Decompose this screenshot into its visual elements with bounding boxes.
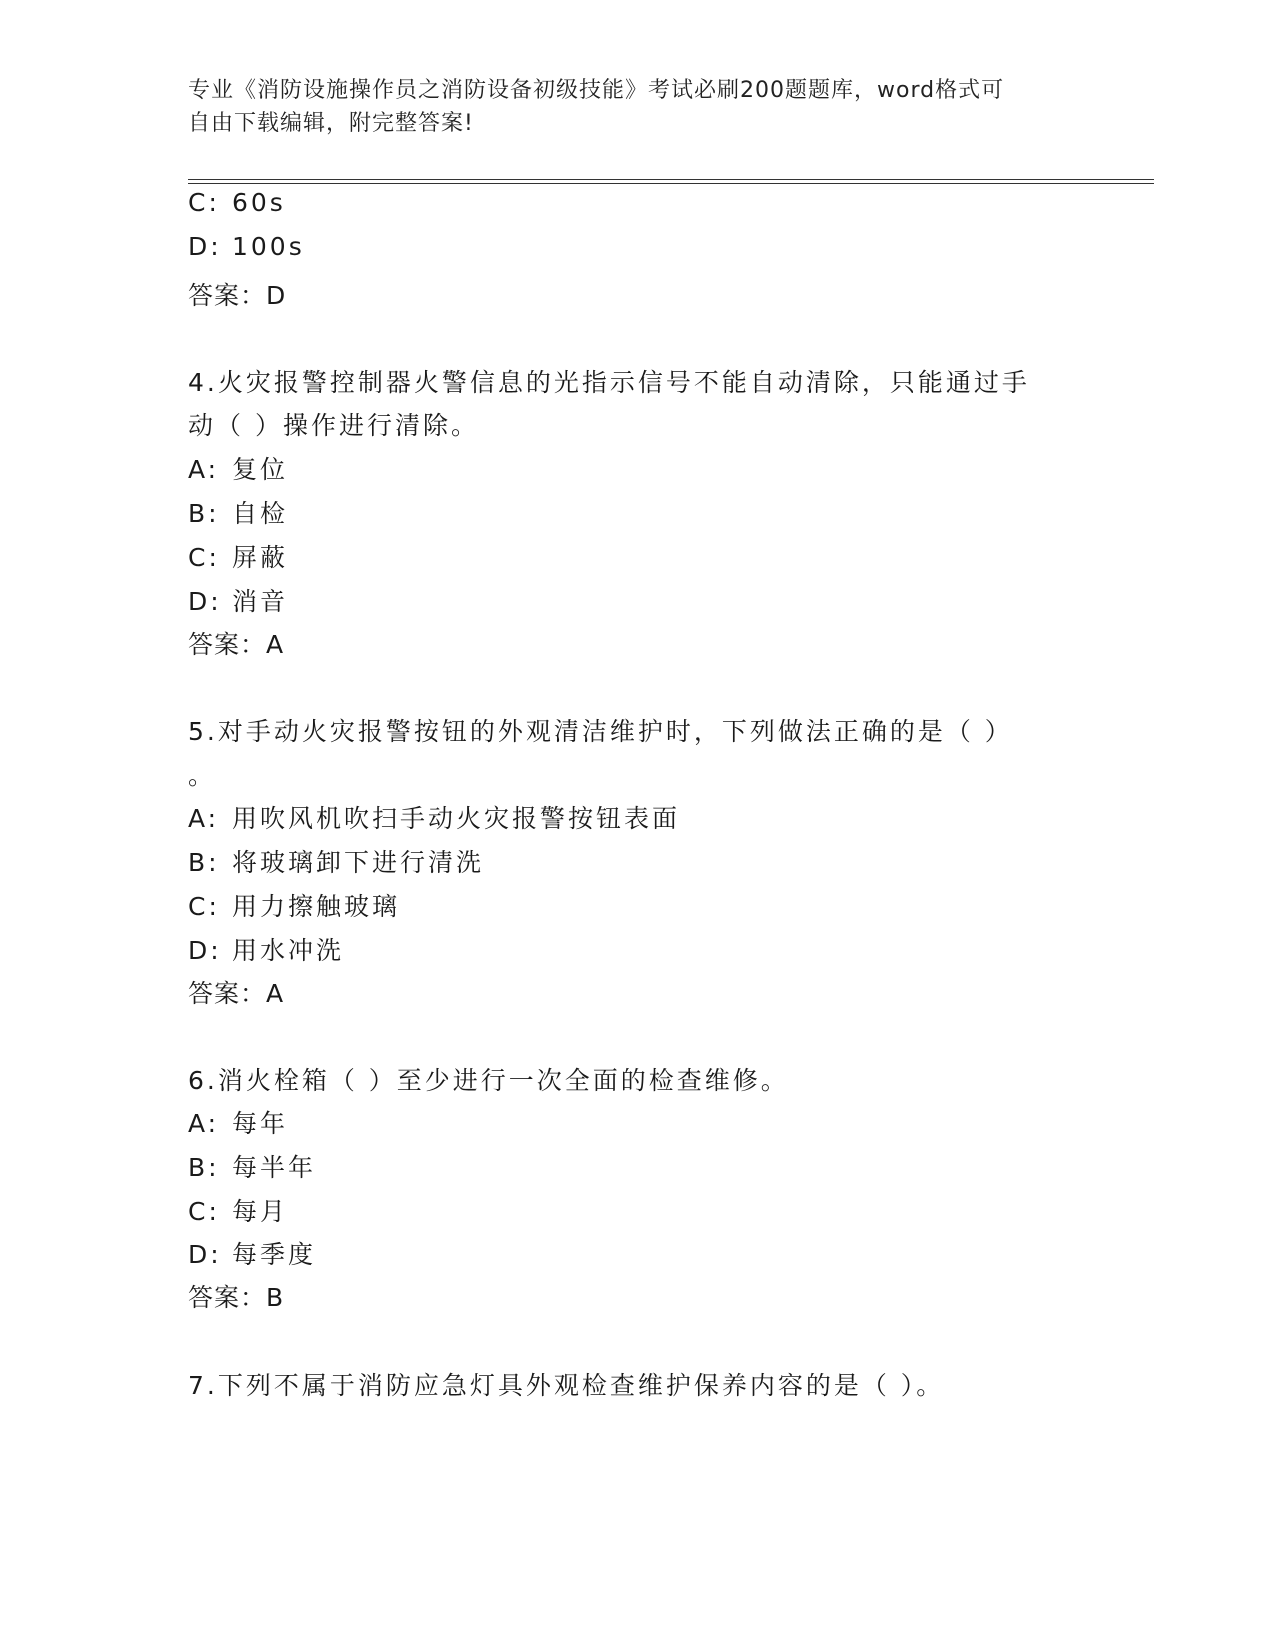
q6-option-b	[188, 1148, 316, 1184]
prev-answer: 答案：D	[188, 281, 287, 310]
q7-stem-line-1: 7.下列不属于消防应急灯具外观检查维护保养内容的是（ ）。	[188, 1371, 945, 1400]
option-letter: D:	[188, 1240, 222, 1269]
q5-stem-line-1: 5.对手动火灾报警按钮的外观清洁维护时，下列做法正确的是（ ）	[188, 717, 1013, 746]
q5-option-b	[188, 843, 484, 879]
q4-option-c	[188, 538, 288, 574]
option-text: 每年	[232, 1109, 289, 1138]
option-text: 每半年	[232, 1153, 317, 1182]
q6-stem-line-1: 6.消火栓箱（ ）至少进行一次全面的检查维修。	[188, 1066, 789, 1095]
header-divider-bottom	[188, 183, 1154, 184]
prev-option-d	[188, 232, 305, 261]
option-letter: C:	[188, 543, 220, 572]
option-letter: A:	[188, 455, 220, 484]
q5-option-c	[188, 887, 400, 923]
option-text: 消音	[232, 587, 289, 616]
option-letter: B:	[188, 499, 220, 528]
option-letter: B:	[188, 1153, 220, 1182]
option-letter: C:	[188, 188, 220, 217]
header-line-1: 专业《消防设施操作员之消防设备初级技能》考试必刷200题题库，word格式可	[188, 78, 1005, 103]
option-text: 复位	[232, 455, 289, 484]
option-letter: D:	[188, 587, 222, 616]
q5-option-d	[188, 931, 344, 967]
header-divider-top	[188, 179, 1154, 180]
q4-stem-line-1: 4.火灾报警控制器火警信息的光指示信号不能自动清除，只能通过手	[188, 368, 1030, 397]
q5-answer: 答案：A	[188, 979, 285, 1008]
q6-option-d	[188, 1235, 316, 1271]
option-text: 自检	[232, 499, 289, 528]
option-text: 100s	[232, 232, 305, 261]
q4-stem-line-2: 动（ ）操作进行清除。	[188, 411, 479, 440]
option-letter: D:	[188, 936, 222, 965]
option-text: 每月	[232, 1197, 289, 1226]
option-text: 屏蔽	[232, 543, 289, 572]
q4-option-d	[188, 582, 288, 618]
option-text: 将玻璃卸下进行清洗	[232, 848, 485, 877]
q5-option-a	[188, 799, 680, 835]
q6-option-a	[188, 1104, 288, 1140]
q5-stem-line-2: 。	[188, 761, 217, 790]
option-letter: A:	[188, 804, 220, 833]
q4-option-b	[188, 494, 288, 530]
option-text: 60s	[232, 188, 286, 217]
option-text: 用水冲洗	[232, 936, 345, 965]
header-line-2: 自由下载编辑，附完整答案!	[188, 111, 474, 136]
prev-option-c	[188, 188, 286, 217]
document-header	[188, 74, 1068, 140]
q6-answer: 答案：B	[188, 1283, 285, 1312]
q4-option-a	[188, 450, 288, 486]
option-text: 每季度	[232, 1240, 317, 1269]
q6-option-c	[188, 1192, 288, 1228]
option-letter: C:	[188, 1197, 220, 1226]
option-letter: D:	[188, 232, 222, 261]
option-letter: C:	[188, 892, 220, 921]
option-letter: A:	[188, 1109, 220, 1138]
option-text: 用吹风机吹扫手动火灾报警按钮表面	[232, 804, 681, 833]
option-text: 用力擦触玻璃	[232, 892, 401, 921]
option-letter: B:	[188, 848, 220, 877]
q4-answer: 答案：A	[188, 630, 285, 659]
